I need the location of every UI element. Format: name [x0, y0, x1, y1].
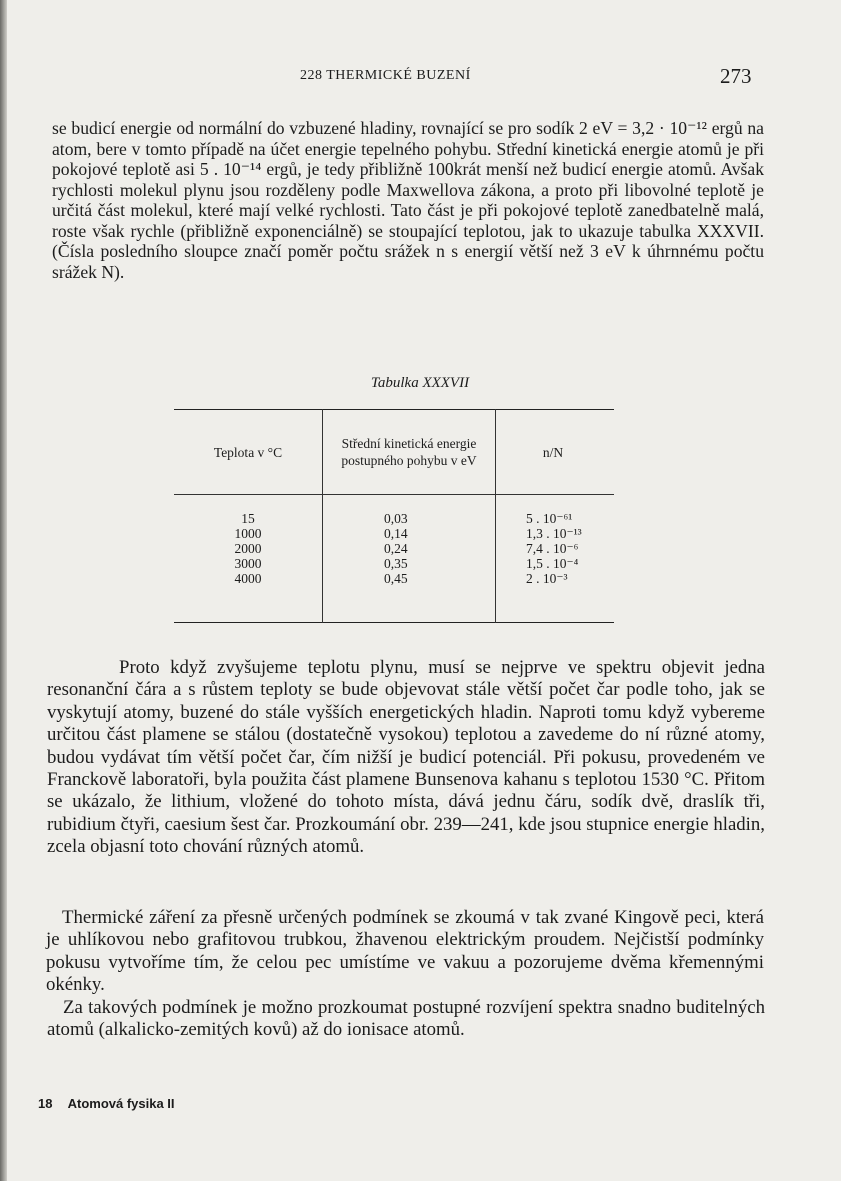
cell-temperature: 4000 — [234, 571, 262, 586]
cell-energy: 0,24 — [384, 541, 408, 556]
cell-ratio: 1,3 . 10⁻¹³ — [526, 526, 582, 541]
paragraph-3: Thermické záření za přesně určených podmínek se zkoumá v tak zvané Kingově peci, která je uhlíkovou nebo grafitovou trubkou, žhavenou elektrickým proudem. Nejčistší podmínky pokusu vytvoříme tím, že celou pec umístíme ve vakuu a pozorujeme dvěma křemennými okénky. — [46, 907, 764, 996]
cell-energy: 0,14 — [384, 526, 408, 541]
running-head — [0, 64, 841, 88]
header-ratio: n/N — [496, 410, 615, 495]
cell-ratio: 2 . 10⁻³ — [526, 571, 568, 586]
signature-number: 18 — [38, 1096, 53, 1111]
paragraph-1: se budicí energie od normální do vzbuzené hladiny, rovnající se pro sodík 2 eV = 3,2 · 10⁻¹² ergů na atom, bere v tomto případě na účet energie tepelného pohybu. Střední kinetická energie atomů je při pokojové teplotě asi 5 . 10⁻¹⁴ ergů, je tedy přibližně 100krát menší než budicí energie atomů. Avšak rychlosti molekul plynu jsou rozděleny podle Maxwellova zákona, a proto při libovolné teplotě je určitá část molekul, které mají velké rychlosti. Tato část je při pokojové teplotě zanedbatelně malá, roste však rychle (přibližně exponenciálně) se stoupající teplotou, jak to ukazuje tabulka XXXVII. (Čísla posledního sloupce značí poměr počtu srážek n s energií větší než 3 eV k úhrnnému počtu srážek N). — [52, 118, 764, 282]
cell-ratio: 5 . 10⁻⁶¹ — [526, 511, 573, 526]
cell-temperature: 2000 — [234, 541, 262, 556]
cell-temperature: 15 — [241, 511, 255, 526]
header-temperature: Teplota v °C — [174, 410, 323, 495]
cell-energy: 0,35 — [384, 556, 408, 571]
data-table — [174, 409, 614, 623]
column-temperature — [174, 495, 323, 623]
signature-title: Atomová fysika II — [67, 1096, 175, 1111]
page-binding-edge — [0, 0, 7, 1181]
cell-energy: 0,45 — [384, 571, 408, 586]
cell-energy: 0,03 — [384, 511, 408, 526]
cell-ratio: 1,5 . 10⁻⁴ — [526, 556, 579, 571]
paragraph-4: Za takových podmínek je možno prozkoumat postupné rozvíjení spektra snadno buditelných atomů (alkalicko-zemitých kovů) až do ionisace atomů. — [47, 997, 765, 1041]
paragraph-2: Proto když zvyšujeme teplotu plynu, musí se nejprve ve spektru objevit jedna resonanční čára a s růstem teploty se bude objevovat stále větší počet čar podle toho, jak se vyskytují atomy, buzené do stále vyšších energetických hladin. Naproti tomu když vybereme určitou část plamene se stálou (dostatečně vysokou) teplotou a zavedeme do ní různé atomy, budou vydávat tím větší počet čar, čím nižší je budicí potenciál. Při pokusu, provedeném ve Franckově laboratoři, byla použita část plamene Bunsenova kahanu s teplotou 1530 °C. Přitom se ukázalo, že lithium, vložené do tohoto místa, dává jednu čáru, sodík dvě, draslík tři, rubidium čtyři, caesium šest čar. Prozkoumání obr. 239—241, kde jsou stupnice energie hladin, zcela objasní toto chování různých atomů. — [47, 657, 765, 858]
signature-footer — [38, 1096, 175, 1111]
column-ratio — [496, 495, 615, 623]
page-number: 273 — [720, 64, 752, 88]
table-header-row — [174, 410, 614, 495]
cell-temperature: 1000 — [234, 526, 262, 541]
header-mean-kinetic-energy: Střední kinetická energie postupného pohybu v eV — [323, 410, 496, 495]
table-body-row — [174, 495, 614, 623]
cell-temperature: 3000 — [234, 556, 262, 571]
column-energy — [323, 495, 496, 623]
running-head-title: 228 THERMICKÉ BUZENÍ — [300, 68, 471, 83]
cell-ratio: 7,4 . 10⁻⁶ — [526, 541, 579, 556]
table-caption: Tabulka XXXVII — [370, 375, 470, 391]
